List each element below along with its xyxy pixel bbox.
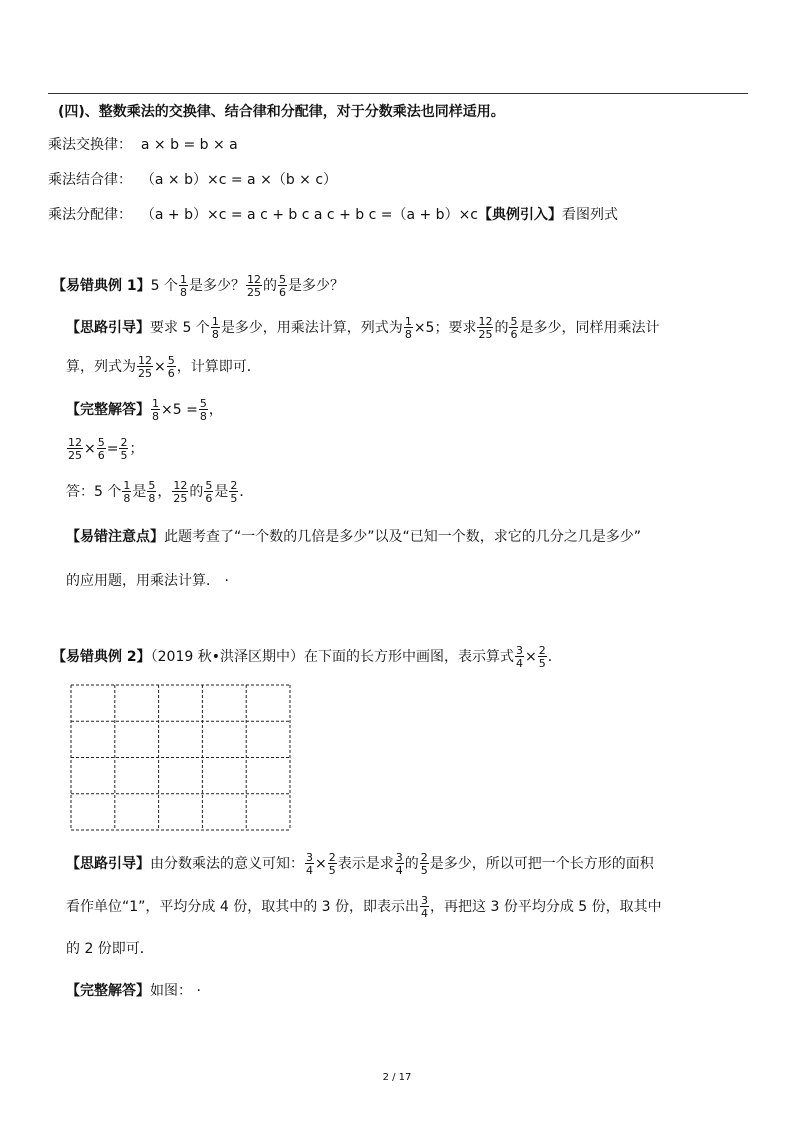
section-heading: (四)、整数乘法的交换律、结合律和分配律，对于分数乘法也同样适用。 — [58, 104, 505, 120]
fraction: $\frac{5}{6}$ — [205, 479, 213, 505]
law-associative: 乘法结合律： （a × b）×c = a ×（b × c） — [48, 172, 338, 188]
fraction: $\frac{3}{4}$ — [306, 851, 313, 877]
fraction: $\frac{3}{4}$ — [395, 851, 403, 877]
ex1-answer-line1: 【完整解答】 $\frac{1}{8}$ ×5 = $\frac{5}{8}$ ， — [66, 397, 223, 423]
fraction: $\frac{2}{5}$ — [328, 851, 336, 877]
ex2-answer: 【完整解答】如图： · — [66, 983, 201, 999]
fraction: $\frac{1}{8}$ — [179, 273, 187, 299]
fraction: $\frac{2}{5}$ — [230, 479, 238, 505]
ex2-question: 【易错典例 2】（2019 秋•洪泽区期中）在下面的长方形中画图，表示算式 $\frac{3}{4}$ × $\frac{2}{5}$ ． — [52, 644, 562, 670]
ex2-hint-line2: 看作单位“1”，平均分成 4 份，取其中的 3 份，即表示出 $\frac{3}{4}$ ，再把这 3 份平均分成 5 份，取其中 — [66, 894, 662, 920]
ex1-note-line1: 【易错注意点】此题考查了“一个数的几倍是多少”以及“已知一个数，求它的几分之几是多少” — [66, 529, 642, 545]
fraction: $\frac{12}{25}$ — [173, 479, 188, 505]
fraction: $\frac{1}{8}$ — [152, 397, 159, 423]
fraction: $\frac{1}{8}$ — [123, 479, 131, 505]
fraction: $\frac{1}{8}$ — [211, 315, 219, 341]
fraction: $\frac{5}{6}$ — [167, 354, 175, 380]
ex1-answer-line2: $\frac{12}{25}$ × $\frac{5}{6}$ = $\frac{2}{5}$ ； — [68, 436, 144, 462]
fraction: $\frac{5}{8}$ — [199, 397, 207, 423]
ex1-final-answer: 答：5 个 $\frac{1}{8}$ 是 $\frac{5}{8}$ ， $\frac{12}{25}$ 的 $\frac{5}{6}$ 是 $\frac{2}{5}$ ． — [66, 479, 254, 505]
fraction: $\frac{12}{25}$ — [68, 436, 82, 462]
fraction: $\frac{3}{4}$ — [515, 644, 523, 670]
law-commutative: 乘法交换律： a × b = b × a — [48, 137, 238, 153]
fraction: $\frac{2}{5}$ — [420, 851, 428, 877]
header-rule — [48, 93, 748, 94]
ex1-hint-line2: 算，列式为 $\frac{12}{25}$ × $\frac{5}{6}$ ，计算即可． — [66, 354, 261, 380]
fraction: $\frac{5}{8}$ — [148, 479, 156, 505]
ex2-hint-line1: 【思路引导】由分数乘法的意义可知： $\frac{3}{4}$ × $\frac{2}{5}$ 表示是求 $\frac{3}{4}$ 的 $\frac{2}{5}$ 是多少，所以可把一个长方形的面积 — [66, 851, 654, 877]
fraction: $\frac{12}{25}$ — [478, 315, 493, 341]
fraction: $\frac{5}{6}$ — [510, 315, 518, 341]
fraction: $\frac{3}{4}$ — [421, 894, 429, 920]
page-number: 2 / 17 — [382, 1072, 412, 1083]
fraction: $\frac{12}{25}$ — [138, 354, 152, 380]
ex1-question: 【易错典例 1】5 个 $\frac{1}{8}$ 是多少？ $\frac{12}{25}$ 的 $\frac{5}{6}$ 是多少？ — [52, 273, 344, 299]
fraction: $\frac{2}{5}$ — [120, 436, 128, 462]
ex1-hint-line1: 【思路引导】要求 5 个 $\frac{1}{8}$ 是多少，用乘法计算，列式为 $\frac{1}{8}$ ×5；要求 $\frac{12}{25}$ 的 $\frac{5}{6}$ 是多少，同样用乘法计 — [66, 315, 660, 341]
grid-svg — [70, 684, 294, 834]
ex1-note-line2: 的应用题，用乘法计算． · — [66, 573, 229, 589]
fraction: $\frac{1}{8}$ — [404, 315, 412, 341]
fraction: $\frac{5}{6}$ — [278, 273, 286, 299]
fraction: $\frac{12}{25}$ — [246, 273, 261, 299]
dashed-grid-rectangle — [70, 684, 294, 834]
fraction: $\frac{2}{5}$ — [538, 644, 546, 670]
ex2-hint-line3: 的 2 份即可． — [66, 941, 154, 957]
fraction: $\frac{5}{6}$ — [97, 436, 105, 462]
law-distributive: 乘法分配律： （a + b）×c = a c + b c a c + b c =（a + b）×c【典例引入】看图列式 — [48, 207, 618, 223]
